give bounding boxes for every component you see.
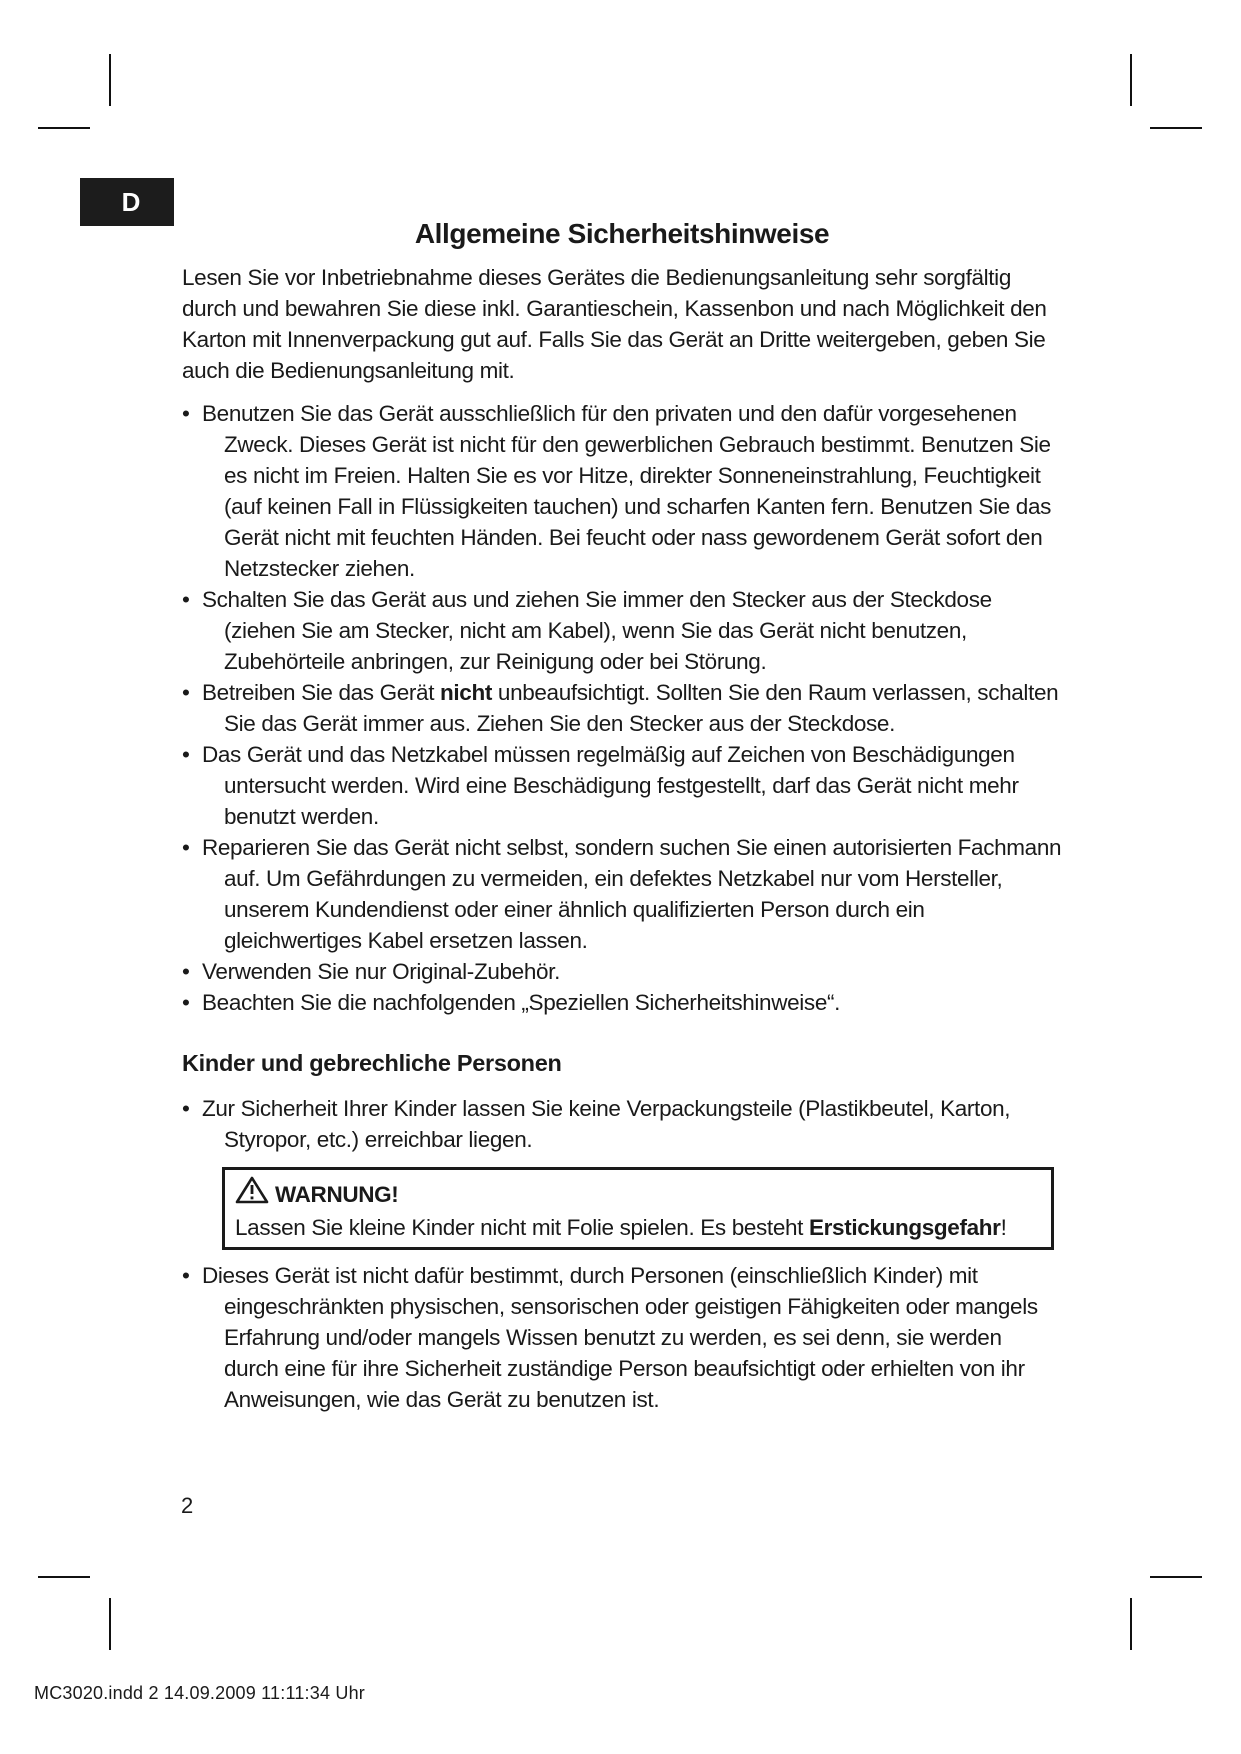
crop-mark-top-right-h (1150, 127, 1202, 129)
general-safety-list (182, 398, 1062, 1018)
warning-text-part: Lassen Sie kleine Kinder nicht mit Folie spielen. Es besteht (235, 1215, 809, 1240)
crop-mark-top-right-v (1130, 54, 1132, 106)
print-slug: MC3020.indd 2 14.09.2009 11:11:34 Uhr (34, 1683, 365, 1703)
list-item (182, 677, 1062, 739)
page-title: Allgemeine Sicherheitshinweise (414, 218, 830, 249)
warning-label: WARNUNG! (275, 1181, 399, 1207)
children-safety-list (182, 1093, 1062, 1155)
bullet-text: unbeaufsichtigt. Sollten Sie den Raum verlassen, schalten Sie das Gerät immer aus. Ziehen Sie den Stecker aus der Steckdose. (224, 680, 1059, 736)
intro-paragraph: Lesen Sie vor Inbetriebnahme dieses Gerätes die Bedienungsanleitung sehr sorgfältig durch und bewahren Sie diese inkl. Garantieschein, Kassenbon und nach Möglichkeit den Karton mit Innenverpackung gut auf. Falls Sie das Gerät an Dritte weitergeben, geben Sie auch die Bedienungsanleitung mit. (182, 265, 1047, 383)
warning-triangle-icon (235, 1176, 269, 1212)
page-content (182, 216, 1062, 1415)
crop-mark-bottom-right-v (1130, 1598, 1132, 1650)
warning-box (222, 1167, 1054, 1250)
bullet-emphasis: nicht (440, 680, 492, 705)
list-item: • Beachten Sie die nachfolgenden „Speziellen Sicherheitshinweise“. (182, 987, 1062, 1018)
list-item: • Dieses Gerät ist nicht dafür bestimmt, durch Personen (einschließlich Kinder) mit eingeschränkten physischen, sensorischen oder geistigen Fähigkeiten oder mangels Erfahrung und/oder mangels Wissen benutzt zu werden, es sei denn, sie werden durch eine für ihre Sicherheit zuständige Person beaufsichtigt oder erhielten von ihr Anweisungen, wie das Gerät zu benutzen ist. (182, 1260, 1062, 1415)
crop-mark-bottom-right-h (1150, 1576, 1202, 1578)
crop-mark-bottom-left-v (109, 1598, 111, 1650)
warning-text (235, 1212, 1041, 1243)
bullet-text: Betreiben Sie das Gerät (202, 680, 440, 705)
list-item: • Schalten Sie das Gerät aus und ziehen Sie immer den Stecker aus der Steckdose (ziehen Sie am Stecker, nicht am Kabel), wenn Sie das Gerät nicht benutzen, Zubehörteile anbringen, zur Reinigung oder bei Störung. (182, 584, 1062, 677)
section-title: Kinder und gebrechliche Personen (182, 1050, 562, 1076)
crop-mark-top-left-v (109, 54, 111, 106)
list-item: • Reparieren Sie das Gerät nicht selbst, sondern suchen Sie einen autorisierten Fachmann auf. Um Gefährdungen zu vermeiden, ein defektes Netzkabel nur vom Hersteller, unserem Kundendienst oder einer ähnlich qualifizierten Person durch ein gleichwertiges Kabel ersetzen lassen. (182, 832, 1062, 956)
crop-mark-bottom-left-h (38, 1576, 90, 1578)
crop-mark-top-left-h (38, 127, 90, 129)
list-item: • Das Gerät und das Netzkabel müssen regelmäßig auf Zeichen von Beschädigungen untersucht werden. Wird eine Beschädigung festgestellt, darf das Gerät nicht mehr benutzt werden. (182, 739, 1062, 832)
warning-heading (235, 1176, 1041, 1212)
list-item: • Benutzen Sie das Gerät ausschließlich für den privaten und den dafür vorgesehenen Zweck. Dieses Gerät ist nicht für den gewerblichen Gebrauch bestimmt. Benutzen Sie es nicht im Freien. Halten Sie es vor Hitze, direkter Sonneneinstrahlung, Feuchtigkeit (auf keinen Fall in Flüssigkeiten tauchen) und scharfen Kanten fern. Benutzen Sie das Gerät nicht mit feuchten Händen. Bei feucht oder nass gewordenem Gerät sofort den Netzstecker ziehen. (182, 398, 1062, 584)
warning-text-part: ! (1000, 1215, 1007, 1240)
language-tab: D (80, 178, 174, 226)
list-item: • Verwenden Sie nur Original-Zubehör. (182, 956, 1062, 987)
children-safety-list-2 (182, 1260, 1062, 1415)
page-number: 2 (181, 1493, 194, 1518)
list-item: • Zur Sicherheit Ihrer Kinder lassen Sie keine Verpackungsteile (Plastikbeutel, Karton, Styropor, etc.) erreichbar liegen. (182, 1093, 1062, 1155)
warning-emphasis: Erstickungsgefahr (808, 1215, 1001, 1240)
